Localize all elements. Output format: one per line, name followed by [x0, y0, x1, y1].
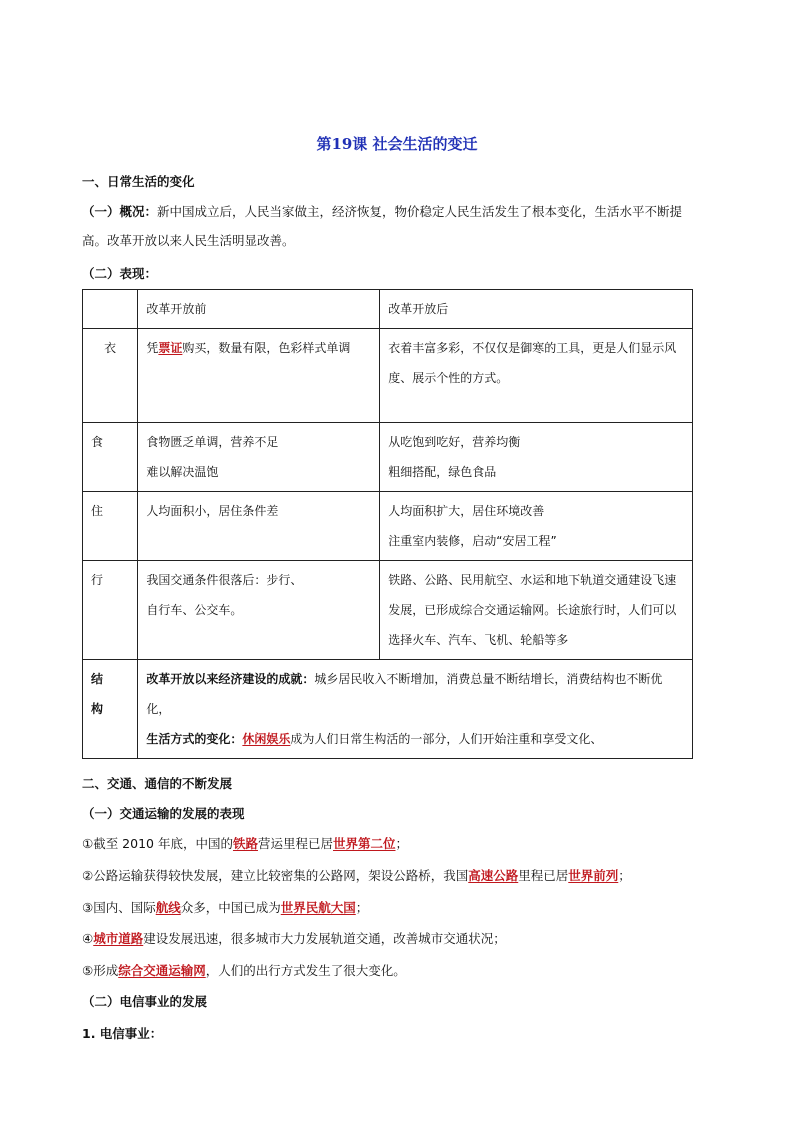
- header-cell-before: 改革开放前: [138, 290, 380, 329]
- section1-heading: 一、日常生活的变化: [82, 174, 195, 189]
- after-line: 人均面积扩大，居住环境改善: [388, 504, 545, 518]
- row-before: 人均面积小，居住条件差: [138, 492, 380, 561]
- item-text: 众多，中国已成为: [180, 900, 281, 915]
- row-category: 食: [83, 423, 138, 492]
- row-before: [138, 329, 380, 423]
- row-category: 衣: [83, 329, 138, 423]
- page-title: 第19课 社会生活的变迁: [316, 135, 478, 153]
- transport-subheading: （一）交通运输的发展的表现: [82, 806, 245, 821]
- row-after: [380, 423, 693, 492]
- table-row: [83, 660, 693, 759]
- telecom-item-heading: 1. 电信事业：: [82, 1026, 163, 1041]
- list-item: [82, 834, 408, 852]
- lifestyle-line: [146, 724, 684, 754]
- row-category: 住: [83, 492, 138, 561]
- keyword: 世界前列: [568, 868, 619, 883]
- row-after: 衣着丰富多彩，不仅仅是御寒的工具，更是人们显示风度、展示个性的方式。: [380, 329, 693, 423]
- overview-paragraph: [82, 197, 694, 255]
- overview-label: （一）概况：: [82, 204, 158, 219]
- keyword: 城市道路: [93, 931, 144, 946]
- row-before: [138, 561, 380, 660]
- before-line: 自行车、公交车。: [146, 603, 243, 617]
- row-after: 铁路、公路、民用航空、水运和地下轨道交通建设飞速发展，已形成综合交通运输网。长途旅行时，人们可以选择火车、汽车、飞机、轮船等多: [380, 561, 693, 660]
- performance-label: （二）表现：: [82, 266, 158, 281]
- section2-heading: 二、交通、通信的不断发展: [82, 776, 233, 791]
- item-text: ②公路运输获得较快发展，建立比较密集的公路网，架设公路桥，我国: [82, 868, 469, 883]
- lifestyle-label: 生活方式的变化：: [146, 732, 243, 746]
- table-row: [83, 561, 693, 660]
- table-row: [83, 329, 693, 423]
- list-item: [82, 929, 506, 947]
- item-text: 建设发展迅速，很多城市大力发展轨道交通，改善城市交通状况；: [143, 931, 506, 946]
- comparison-table: [82, 289, 693, 759]
- item-text: ，人们的出行方式发生了很大变化。: [205, 963, 406, 978]
- item-text: ⑤形成: [82, 963, 119, 978]
- keyword: 铁路: [232, 836, 258, 851]
- row-after: [380, 492, 693, 561]
- item-text: ④: [82, 931, 94, 946]
- list-item: [82, 866, 631, 884]
- table-row: [83, 492, 693, 561]
- list-item: [82, 961, 406, 979]
- after-line: 注重室内装修，启动“安居工程”: [388, 534, 557, 548]
- header-cell-empty: [83, 290, 138, 329]
- after-line: 从吃饱到吃好，营养均衡: [388, 435, 521, 449]
- overview-text: 新中国成立后，人民当家做主，经济恢复，物价稳定人民生活发生了根本变化，生活水平不断提高。改革开放以来人民生活明显改善。: [82, 204, 683, 248]
- item-text: 营运里程已居: [257, 836, 333, 851]
- table-row: [83, 423, 693, 492]
- item-text: ③国内、国际: [82, 900, 156, 915]
- category-line: 构: [91, 702, 104, 716]
- after-line: 粗细搭配，绿色食品: [388, 465, 497, 479]
- keyword: 航线: [155, 900, 181, 915]
- table-header-row: [83, 290, 693, 329]
- achievement-label: 改革开放以来经济建设的成就：: [146, 672, 315, 686]
- keyword: 休闲娱乐: [242, 732, 291, 746]
- achievement-line: [146, 664, 684, 724]
- before-line: 难以解决温饱: [146, 465, 219, 479]
- keyword: 世界民航大国: [280, 900, 356, 915]
- achievement-text: 城乡居民收入不断增加，消费总量不断结增长，消费结构也不断优化，: [146, 672, 663, 716]
- before-text: 凭: [146, 341, 159, 355]
- item-text: ；: [618, 868, 631, 883]
- telecom-subheading: （二）电信事业的发展: [82, 994, 208, 1009]
- row-category: [83, 660, 138, 759]
- item-text: ①截至 2010 年底，中国的: [82, 836, 233, 851]
- keyword: 高速公路: [468, 868, 519, 883]
- keyword: 世界第二位: [333, 836, 396, 851]
- keyword: 综合交通运输网: [118, 963, 206, 978]
- structure-cell: [138, 660, 693, 759]
- row-category: 行: [83, 561, 138, 660]
- item-text: ；: [395, 836, 409, 851]
- category-line: 结: [91, 672, 104, 686]
- list-item: [82, 898, 368, 916]
- lifestyle-text: 成为人们日常生构活的一部分，人们开始注重和享受文化、: [290, 732, 603, 746]
- item-text: 里程已居: [518, 868, 569, 883]
- before-text: 购买，数量有限，色彩样式单调: [182, 341, 351, 355]
- before-line: 我国交通条件很落后：步行、: [146, 573, 303, 587]
- header-cell-after: 改革开放后: [380, 290, 693, 329]
- item-text: ；: [355, 900, 369, 915]
- row-before: [138, 423, 380, 492]
- before-line: 食物匮乏单调，营养不足: [146, 435, 279, 449]
- keyword: 票证: [158, 341, 183, 355]
